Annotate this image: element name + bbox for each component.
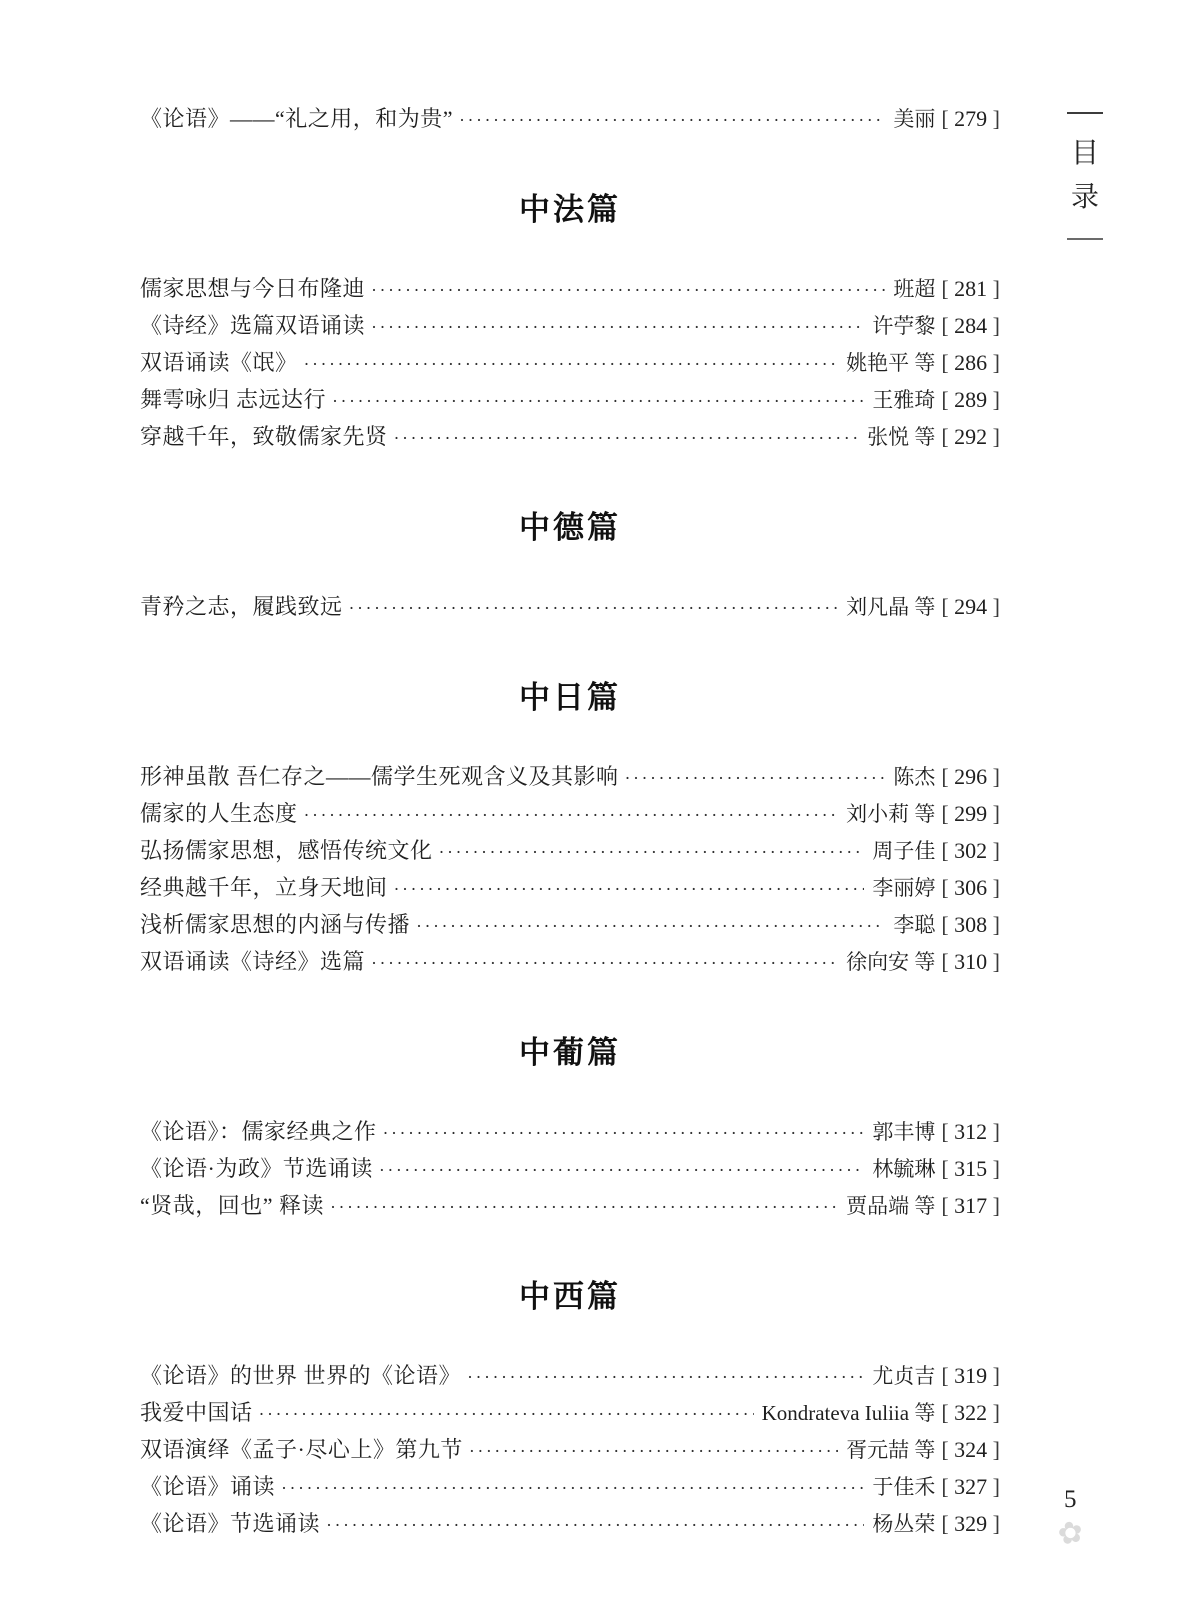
entry-author: Kondrateva Iuliia 等 <box>761 1401 936 1425</box>
dot-leader <box>371 946 838 981</box>
section-heading: 中德篇 <box>519 510 621 545</box>
entry-title: 儒家的人生态度 <box>140 801 298 826</box>
entry-title: 《论语》的世界 世界的《论语》 <box>140 1363 462 1388</box>
entry-page-number: [ 289 ] <box>941 382 1000 417</box>
dot-leader <box>394 872 865 907</box>
entry-page-number: [ 308 ] <box>941 907 1000 942</box>
toc-section <box>140 1271 1000 1543</box>
entry-author: 贾品端 等 <box>846 1194 936 1218</box>
entry-title: “贤哉，回也” 释读 <box>140 1193 325 1218</box>
section-entries <box>140 589 1000 626</box>
entry-title: 经典越千年，立身天地间 <box>140 875 388 900</box>
entry-author: 尤贞吉 <box>872 1364 936 1388</box>
ornament-mark: ✿ <box>1054 1514 1087 1553</box>
margin-rule-bottom <box>1067 238 1103 240</box>
dot-leader <box>416 909 885 944</box>
entry-page-number: [ 324 ] <box>941 1432 1000 1467</box>
dot-leader <box>259 1397 754 1432</box>
dot-leader <box>304 347 839 382</box>
dot-leader <box>349 591 839 626</box>
entry-author: 杨丛荣 <box>872 1512 936 1536</box>
entry-author: 陈杰 <box>893 765 936 789</box>
margin-label <box>1062 112 1108 240</box>
entry-author: 张悦 等 <box>867 425 936 449</box>
toc-entry <box>140 308 1000 345</box>
entry-page-number: [ 329 ] <box>941 1506 1000 1541</box>
entry-page-number: [ 327 ] <box>941 1469 1000 1504</box>
entry-page-number: [ 296 ] <box>941 759 1000 794</box>
page-number: 5 <box>1064 1486 1077 1513</box>
toc-entry <box>140 1432 1000 1469</box>
entry-title: 《论语》——“礼之用，和为贵” <box>140 106 454 131</box>
toc-entry <box>140 944 1000 981</box>
entry-page-number: [ 299 ] <box>941 796 1000 831</box>
entry-author: 美丽 <box>893 107 936 131</box>
dot-leader <box>459 103 885 138</box>
entry-author: 王雅琦 <box>872 388 936 412</box>
entry-title: 《论语》：儒家经典之作 <box>140 1119 377 1144</box>
toc-entry <box>140 382 1000 419</box>
entry-page-number: [ 322 ] <box>941 1395 1000 1430</box>
entry-title: 《论语·为政》节选诵读 <box>140 1156 373 1181</box>
entry-title: 《诗经》选篇双语诵读 <box>140 313 366 338</box>
section-heading: 中葡篇 <box>519 1035 621 1070</box>
entry-title: 双语演绎《孟子·尽心上》第九节 <box>140 1437 463 1462</box>
entry-page-number: [ 312 ] <box>941 1114 1000 1149</box>
entry-page-number: [ 315 ] <box>941 1151 1000 1186</box>
entry-title: 舞雩咏归 志远达行 <box>140 387 327 412</box>
vertical-label-char: 目 <box>1070 138 1099 169</box>
dot-leader <box>281 1471 864 1506</box>
toc-entry <box>140 907 1000 944</box>
margin-rule-top <box>1067 112 1103 114</box>
entry-title: 形神虽散 吾仁存之——儒学生死观含义及其影响 <box>140 764 619 789</box>
toc-section <box>140 502 1000 626</box>
dot-leader <box>371 310 864 345</box>
vertical-label-char: 录 <box>1070 182 1099 213</box>
toc-entry <box>140 419 1000 456</box>
toc-section <box>140 1027 1000 1225</box>
entry-title: 浅析儒家思想的内涵与传播 <box>140 912 411 937</box>
dot-leader <box>332 384 864 419</box>
dot-leader <box>467 1360 864 1395</box>
section-heading: 中日篇 <box>519 680 621 715</box>
dot-leader <box>326 1508 864 1543</box>
toc-entry <box>140 1358 1000 1395</box>
entry-page-number: [ 317 ] <box>941 1188 1000 1223</box>
entry-author: 刘小莉 等 <box>846 802 936 826</box>
entry-author: 李聪 <box>893 913 936 937</box>
toc-entry <box>140 1395 1000 1432</box>
entry-author: 胥元喆 等 <box>846 1438 936 1462</box>
dot-leader <box>625 761 886 796</box>
dot-leader <box>304 798 839 833</box>
dot-leader <box>469 1434 838 1469</box>
dot-leader <box>394 421 860 456</box>
entry-author: 周子佳 <box>872 839 936 863</box>
toc-entry <box>140 759 1000 796</box>
toc-entry <box>140 1469 1000 1506</box>
entry-author: 郭丰博 <box>872 1120 936 1144</box>
vertical-label <box>1071 132 1099 220</box>
entry-author: 林毓琳 <box>872 1157 936 1181</box>
entry-title: 穿越千年，致敬儒家先贤 <box>140 424 388 449</box>
dot-leader <box>330 1190 838 1225</box>
entry-page-number: [ 294 ] <box>941 589 1000 624</box>
entry-author: 李丽婷 <box>872 876 936 900</box>
entry-page-number: [ 281 ] <box>941 271 1000 306</box>
toc-entry <box>140 796 1000 833</box>
entry-title: 双语诵读《诗经》选篇 <box>140 949 366 974</box>
toc-entry <box>140 589 1000 626</box>
entry-author: 姚艳平 等 <box>846 351 936 375</box>
toc-entry <box>140 271 1000 308</box>
dot-leader <box>379 1153 865 1188</box>
entry-page-number: [ 292 ] <box>941 419 1000 454</box>
entry-title: 双语诵读《氓》 <box>140 350 298 375</box>
entry-author: 徐向安 等 <box>846 950 936 974</box>
entry-page-number: [ 286 ] <box>941 345 1000 380</box>
toc-entry <box>140 833 1000 870</box>
entry-title: 《论语》节选诵读 <box>140 1511 321 1536</box>
toc-entry <box>140 1151 1000 1188</box>
entry-title: 弘扬儒家思想，感悟传统文化 <box>140 838 433 863</box>
entry-page-number: [ 319 ] <box>941 1358 1000 1393</box>
entry-author: 班超 <box>893 277 936 301</box>
entry-title: 《论语》诵读 <box>140 1474 276 1499</box>
entry-page-number: [ 302 ] <box>941 833 1000 868</box>
toc-entry <box>140 870 1000 907</box>
entry-author: 于佳禾 <box>872 1475 936 1499</box>
entry-title: 青矜之志，履践致远 <box>140 594 343 619</box>
toc-body <box>140 101 1000 1543</box>
toc-section <box>140 184 1000 456</box>
entry-author: 刘凡晶 等 <box>846 595 936 619</box>
entry-page-number: [ 306 ] <box>941 870 1000 905</box>
toc-entry <box>140 101 1000 138</box>
section-entries <box>140 1114 1000 1225</box>
entry-title: 儒家思想与今日布隆迪 <box>140 276 366 301</box>
section-entries <box>140 1358 1000 1543</box>
dot-leader <box>439 835 865 870</box>
section-heading: 中西篇 <box>519 1279 621 1314</box>
entry-page-number: [ 279 ] <box>941 101 1000 136</box>
toc-entry <box>140 345 1000 382</box>
toc-entry <box>140 1506 1000 1543</box>
entry-title: 我爱中国话 <box>140 1400 253 1425</box>
toc-section <box>140 672 1000 981</box>
entry-author: 许苧黎 <box>872 314 936 338</box>
section-entries <box>140 759 1000 981</box>
dot-leader <box>383 1116 865 1151</box>
section-entries <box>140 271 1000 456</box>
entry-page-number: [ 310 ] <box>941 944 1000 979</box>
toc-entry <box>140 1188 1000 1225</box>
toc-entry <box>140 1114 1000 1151</box>
dot-leader <box>371 273 885 308</box>
section-heading: 中法篇 <box>519 192 621 227</box>
entry-page-number: [ 284 ] <box>941 308 1000 343</box>
